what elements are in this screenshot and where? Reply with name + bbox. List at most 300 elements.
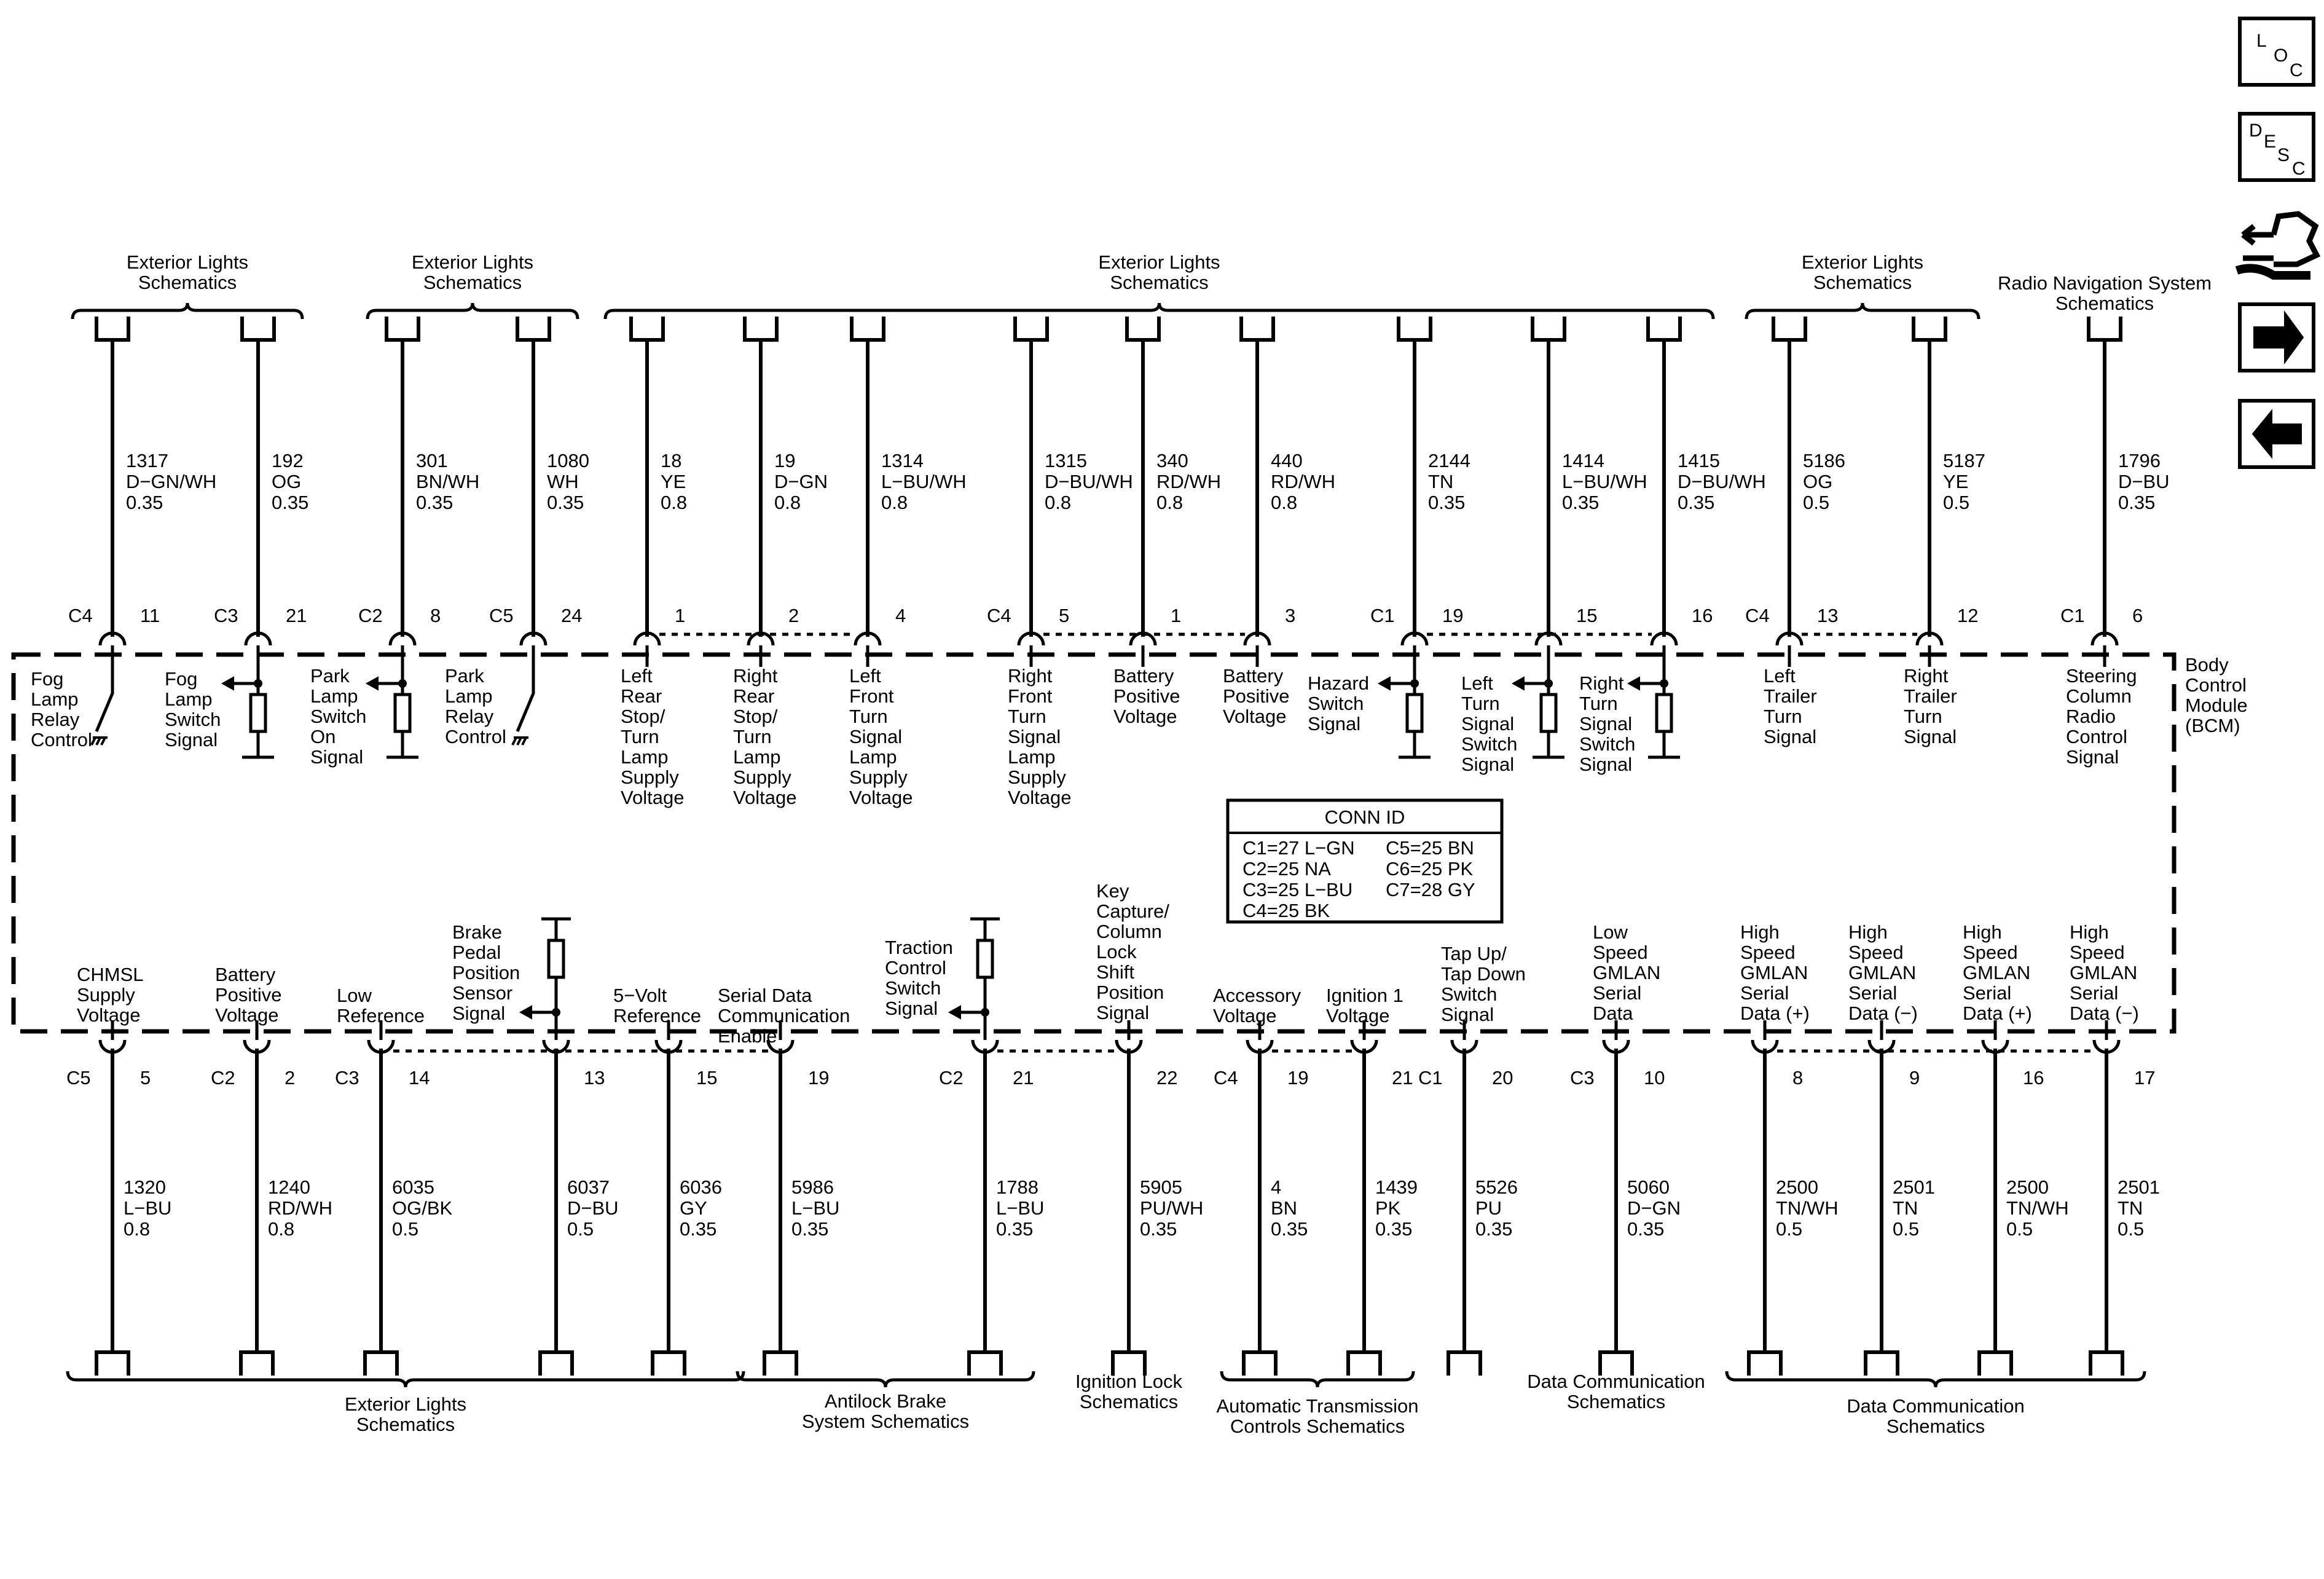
connector-id: C2 [211,1067,235,1089]
signal-text: Voltage [1213,1005,1277,1026]
circuit-number: 2500 [2006,1176,2049,1198]
signal-text: High [1848,921,1888,943]
circuit-number: 18 [661,450,682,471]
signal-text: GMLAN [2070,962,2138,983]
schematic-reference-text: Antilock Brake [824,1390,947,1412]
bottom-circuit [211,1020,332,1352]
arrow-head-icon [1513,677,1524,690]
signal-label [613,985,701,1026]
circuit-number: 440 [1271,450,1303,471]
schematic-terminal [1914,317,1945,340]
signal-text: Positive [215,984,282,1006]
signal-text: Speed [1848,942,1904,963]
wire-gauge: 0.35 [996,1218,1034,1240]
signal-label [1441,943,1526,1025]
bottom-circuit [1570,1020,1681,1352]
top-circuit [214,340,308,667]
circuit-number: 2144 [1428,450,1470,471]
top-circuit [647,340,687,667]
schematic-terminal [241,1352,273,1376]
schematic-terminal [852,317,884,340]
wire-gauge: 0.35 [272,492,309,513]
arrow-head-icon [949,1006,960,1018]
wire-color: BN [1271,1197,1298,1219]
schematic-reference-text: Schematics [1079,1391,1179,1412]
bottom-circuit [1765,1020,1839,1352]
wire-color: D−GN [774,471,828,492]
top-circuit [2060,340,2170,667]
top-circuit [358,340,479,667]
wire-color: OG [272,471,302,492]
connector-id: C4 [1214,1067,1238,1089]
signal-text: Turn [621,726,659,747]
wire-color: TN [2118,1197,2143,1219]
wire-gauge: 0.35 [2118,492,2156,513]
signal-text: Signal [1441,1004,1494,1025]
signal-label [215,964,282,1026]
signal-text: Reference [613,1005,702,1026]
schematic-terminal [365,1352,397,1376]
circuit-number: 6037 [567,1176,610,1198]
resistor-icon [978,940,992,977]
connector-hand-icon [2237,214,2317,275]
signal-text: Lamp [31,688,79,710]
signal-text: Switch [1308,693,1364,714]
signal-text: Ignition 1 [1326,985,1403,1006]
signal-text: Low [1593,921,1628,943]
pin-number: 3 [1285,605,1296,626]
signal-text: Control [885,957,946,979]
top-circuit [1257,340,1335,667]
signal-label [2070,921,2139,1024]
signal-text: Data (+) [1740,1002,1810,1024]
signal-text: Voltage [849,787,913,808]
wire-color: WH [547,471,579,492]
schematic-reference-text: Schematics [138,272,237,293]
ground-icon [92,738,108,745]
schematic-reference-text: Schematics [1886,1416,1985,1437]
signal-text: Right [1904,665,1949,687]
signal-text: Control [2066,726,2127,747]
schematic-reference-text: Schematics [423,272,522,293]
signal-text: Signal [849,726,903,747]
circuit-number: 1788 [996,1176,1038,1198]
connector-id: C4 [1745,605,1770,626]
pin-number: 15 [1576,605,1598,626]
pin-number: 6 [2132,605,2143,626]
wire-gauge: 0.8 [268,1218,295,1240]
signal-text: Lamp [733,746,781,768]
wire-color: PU [1475,1197,1502,1219]
circuit-number: 1796 [2118,450,2161,471]
wire-gauge: 0.8 [881,492,908,513]
pin-number: 12 [1957,605,1979,626]
signal-text: Lock [1096,941,1137,963]
signal-label [849,665,913,808]
hand-outline-icon [2274,214,2317,264]
signal-label [1963,921,2032,1024]
circuit-number: 301 [416,450,448,471]
signal-label [1740,921,1810,1024]
signal-text: Tap Down [1441,963,1526,985]
signal-text: Steering [2066,665,2137,687]
signal-label [1593,921,1660,1024]
schematic-terminal [1015,317,1047,340]
switch-icon [517,667,533,731]
group-brace [367,303,578,319]
signal-label [165,668,221,750]
wire-gauge: 0.8 [124,1218,151,1240]
schematic-reference-text: Schematics [1110,272,1209,293]
signal-text: Front [1008,685,1053,707]
signal-text: Switch [165,709,221,730]
wire-gauge: 0.8 [661,492,688,513]
next-page-button[interactable] [2240,304,2314,371]
pin-number: 20 [1492,1067,1513,1089]
loc-letter: C [2290,60,2303,81]
desc-letter: D [2249,120,2263,141]
connector-view-button[interactable] [2237,214,2317,275]
resistor-icon [395,695,410,731]
signal-text: Supply [733,766,791,788]
schematic-terminal [745,317,777,340]
pin-number: 1 [1171,605,1182,626]
circuit-number: 5060 [1627,1176,1670,1198]
schematic-terminal [540,1352,572,1376]
signal-text: Right [1008,665,1053,687]
signal-text: Traction [885,937,953,958]
wire-gauge: 0.8 [1156,492,1184,513]
wire-color: TN/WH [2006,1197,2069,1219]
signal-text: Voltage [215,1004,279,1026]
wire-color: L−BU/WH [881,471,967,492]
schematic-terminal [1749,1352,1781,1376]
wire-gauge: 0.35 [1627,1218,1665,1240]
schematic-reference-text: Exterior Lights [126,251,249,273]
wire-color: L−BU [124,1197,172,1219]
bottom-circuit [2106,1020,2160,1352]
signal-text: Speed [1593,942,1648,963]
signal-text: Turn [849,706,888,727]
signal-text: Shift [1096,961,1135,983]
signal-text: Right [733,665,778,687]
resistor-icon [1541,695,1556,731]
signal-text: Fog [165,668,198,690]
signal-label [1223,665,1290,727]
wrench-icon [2237,268,2310,275]
desc-letter: C [2292,159,2306,179]
signal-text: Turn [1008,706,1046,727]
schematic-terminal [1648,317,1680,340]
wire-color: D−GN [1627,1197,1681,1219]
signal-label [2066,665,2137,768]
wire-gauge: 0.35 [547,492,584,513]
schematic-terminal [1399,317,1431,340]
wire-gauge: 0.35 [1428,492,1466,513]
wire-color: L−BU [791,1197,840,1219]
signal-text: Voltage [1113,706,1177,727]
pin-number: 19 [808,1067,830,1089]
schematic-terminal [764,1352,796,1376]
schematic-terminal [2089,317,2121,340]
pin-number: 22 [1156,1067,1178,1089]
signal-text: GMLAN [1848,962,1917,983]
signal-label [445,665,506,747]
signal-label [31,668,92,750]
connector-id: C2 [358,605,383,626]
signal-text: Signal [1764,726,1817,747]
schematic-reference [1075,1371,1183,1412]
connector-id: C3 [335,1067,359,1089]
wire-color: TN [1428,471,1454,492]
signal-text: Data (−) [1848,1002,1918,1024]
conn-id-title: CONN ID [1324,806,1405,828]
group-brace [1727,1371,2145,1387]
signal-text: Low [337,985,372,1006]
signal-label [1113,665,1180,727]
conn-id-entry: C3=25 L−BU [1242,879,1353,900]
bottom-circuit [1129,1020,1203,1352]
signal-text: Voltage [1008,787,1072,808]
schematic-terminal [1448,1352,1480,1376]
arrow-head-icon [1379,677,1390,690]
schematic-reference-text: Controls Schematics [1230,1416,1405,1437]
signal-text: Rear [621,685,662,707]
signal-text: Serial [1593,982,1642,1004]
pin-number: 21 [1013,1067,1034,1089]
wire-color: L−BU [996,1197,1045,1219]
connector-id: C1 [1370,605,1395,626]
signal-text: Speed [2070,942,2125,963]
signal-text: Position [452,962,520,983]
pin-number: 11 [140,605,160,626]
signal-text: Voltage [733,787,797,808]
wire-gauge: 0.5 [567,1218,594,1240]
bottom-circuit [66,1020,171,1352]
top-circuit [489,340,589,667]
wire-color: D−BU/WH [1045,471,1133,492]
schematic-terminal [1979,1352,2011,1376]
signal-text: Radio [2066,706,2116,727]
signal-label [1326,985,1403,1026]
schematic-terminal [1773,317,1805,340]
group-brace [1222,1371,1413,1387]
pin-number: 13 [1817,605,1839,626]
signal-text: GMLAN [1593,962,1661,983]
wire-color: D−BU/WH [1678,471,1766,492]
signal-text: Turn [1461,693,1500,714]
wire-gauge: 0.5 [392,1218,419,1240]
signal-label [1008,665,1071,808]
signal-label [733,665,796,808]
wire-color: TN [1893,1197,1918,1219]
pin-number: 16 [2023,1067,2044,1089]
bottom-circuit [939,1020,1044,1352]
bottom-circuit [1418,1020,1518,1352]
pin-number: 17 [2134,1067,2156,1089]
signal-text: Stop/ [733,706,778,727]
wire-color: RD/WH [1271,471,1336,492]
group-brace [73,303,302,319]
signal-text: Signal [1579,713,1633,734]
signal-text: Data (+) [1963,1002,2032,1024]
signal-text: Supply [77,984,135,1006]
conn-id-entry: C1=27 L−GN [1242,837,1355,859]
schematic-reference-text: Exterior Lights [344,1393,467,1415]
wire-gauge: 0.35 [126,492,163,513]
top-circuit [1549,340,1647,667]
signal-text: Positive [1223,685,1290,707]
signal-text: Left [1461,672,1493,694]
schematic-reference-text: Ignition Lock [1075,1371,1183,1392]
connector-id: C5 [489,605,514,626]
pin-number: 8 [430,605,441,626]
signal-text: Serial [1848,982,1898,1004]
arrow-head-icon [520,1006,532,1018]
wire-color: BN/WH [416,471,480,492]
connector-id: C5 [66,1067,91,1089]
signal-text: Switch [1579,733,1636,755]
schematic-terminal [631,317,663,340]
schematic-terminal [96,317,128,340]
wire-color: RD/WH [268,1197,333,1219]
signal-text: Enable [718,1025,777,1047]
schematic-reference-text: Schematics [1813,272,1912,293]
top-circuit [68,340,216,667]
signal-label [1904,665,1957,747]
previous-page-button[interactable] [2240,401,2314,467]
signal-text: Turn [1904,706,1942,727]
desc-button[interactable] [2240,114,2314,180]
top-circuit [1745,340,1845,667]
signal-label [310,665,366,768]
signal-text: Reference [337,1005,425,1026]
schematic-terminal [1244,1352,1276,1376]
top-circuit [868,340,967,667]
signal-text: Tap Up/ [1441,943,1507,964]
signal-label [77,964,144,1026]
circuit-number: 6036 [680,1176,722,1198]
signal-text: Key [1096,880,1129,902]
module-name-text: Body [2185,654,2229,675]
signal-text: Speed [1740,942,1796,963]
circuit-number: 4 [1271,1176,1282,1198]
signal-text: Control [31,729,92,750]
wire-color: L−BU/WH [1562,471,1647,492]
circuit-number: 1320 [124,1176,166,1198]
resistor-icon [1657,695,1671,731]
signal-text: Lamp [445,685,493,707]
signal-text: Park [445,665,484,687]
signal-text: Brake [452,921,502,943]
signal-text: Supply [621,766,679,788]
schematic-reference-text: System Schematics [801,1411,970,1432]
wire-color: YE [661,471,686,492]
signal-text: Supply [849,766,908,788]
pin-number: 16 [1692,605,1713,626]
connector-arrow-icon [2243,226,2274,243]
wire-color: PU/WH [1140,1197,1204,1219]
pin-number: 19 [1287,1067,1309,1089]
signal-text: Rear [733,685,775,707]
connector-id: C3 [214,605,238,626]
circuit-number: 340 [1156,450,1188,471]
schematic-terminal [387,317,418,340]
schematic-terminal [2090,1352,2122,1376]
schematic-reference [345,1393,466,1435]
signal-text: High [2070,921,2109,943]
signal-text: Switch [885,977,941,999]
pin-number: 19 [1442,605,1464,626]
circuit-number: 6035 [392,1176,434,1198]
signal-text: Switch [310,706,367,727]
wire-gauge: 0.35 [791,1218,829,1240]
wire-color: PK [1375,1197,1401,1219]
signal-text: 5−Volt [613,985,667,1006]
signal-text: Left [849,665,881,687]
schematic-terminal [517,317,549,340]
signal-text: Trailer [1764,685,1817,707]
circuit-number: 1080 [547,450,589,471]
wire-gauge: 0.35 [1678,492,1715,513]
signal-text: Battery [1223,665,1284,687]
connector-id: C3 [1570,1067,1595,1089]
signal-label [337,985,425,1026]
pin-number: 2 [285,1067,296,1089]
circuit-number: 1317 [126,450,168,471]
signal-text: Serial Data [718,985,812,1006]
wire-color: TN/WH [1776,1197,1839,1219]
pin-number: 5 [1059,605,1070,626]
schematic-reference-text: Exterior Lights [411,251,534,273]
circuit-number: 2501 [2118,1176,2160,1198]
circuit-number: 1439 [1375,1176,1418,1198]
signal-label [621,665,684,808]
schematic-reference [1847,1395,2024,1437]
signal-label [1764,665,1817,747]
signal-text: Turn [1764,706,1802,727]
top-circuit [987,340,1133,667]
pin-number: 1 [675,605,686,626]
signal-text: Voltage [77,1004,141,1026]
pin-number: 9 [1909,1067,1920,1089]
signal-text: Lamp [165,688,213,710]
pin-number: 10 [1644,1067,1665,1089]
pin-number: 13 [584,1067,605,1089]
signal-text: Battery [215,964,276,985]
desc-letter: S [2277,145,2290,165]
schematic-reference-text: Schematics [356,1414,455,1435]
signal-text: Fog [31,668,64,690]
wire-color: OG/BK [392,1197,453,1219]
wire-gauge: 0.35 [1475,1218,1513,1240]
signal-text: Signal [452,1002,506,1024]
group-brace [68,1371,744,1387]
switch-icon [96,667,112,731]
signal-label [885,937,953,1019]
loc-button[interactable] [2240,18,2314,85]
wire-color: D−GN/WH [126,471,217,492]
signal-text: Capture/ [1096,900,1169,922]
wire-gauge: 0.5 [1803,492,1830,513]
circuit-number: 192 [272,450,304,471]
top-circuit [761,340,828,667]
signal-text: Lamp [310,685,358,707]
signal-text: Right [1579,672,1624,694]
signal-text: Signal [310,746,364,768]
signal-text: Signal [1461,713,1515,734]
signal-text: Signal [1308,713,1361,734]
